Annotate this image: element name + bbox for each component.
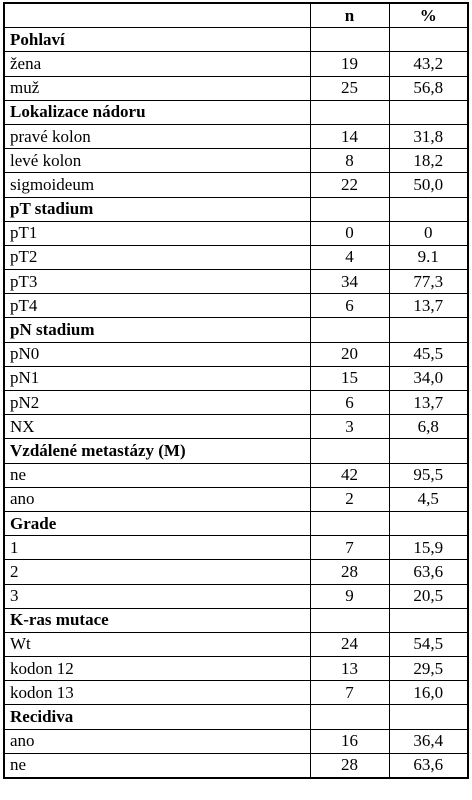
row-percent-value: 50,0 [389,173,468,197]
row-n-value: 25 [310,76,389,100]
table-row [4,270,468,294]
table-row [4,245,468,269]
section-n-cell [310,608,389,632]
table-row [4,584,468,608]
section-percent-cell [389,511,468,535]
row-label: ne [4,753,310,778]
row-percent-value: 13,7 [389,294,468,318]
section-percent-cell [389,197,468,221]
row-percent-value: 56,8 [389,76,468,100]
section-title: Grade [4,511,310,535]
table-row [4,342,468,366]
row-percent-value: 16,0 [389,681,468,705]
row-percent-value: 13,7 [389,391,468,415]
row-label: pN2 [4,391,310,415]
row-percent-value: 34,0 [389,366,468,390]
row-label: pT4 [4,294,310,318]
header-label-cell [4,3,310,28]
table-row [4,173,468,197]
row-n-value: 4 [310,245,389,269]
section-percent-cell [389,28,468,52]
section-n-cell [310,28,389,52]
table-row [4,221,468,245]
row-label: pravé kolon [4,124,310,148]
row-n-value: 24 [310,632,389,656]
row-percent-value: 4,5 [389,487,468,511]
row-n-value: 42 [310,463,389,487]
row-label: Wt [4,632,310,656]
section-row [4,705,468,729]
row-percent-value: 95,5 [389,463,468,487]
section-percent-cell [389,439,468,463]
section-row [4,511,468,535]
row-n-value: 6 [310,391,389,415]
row-label: sigmoideum [4,173,310,197]
statistics-table [3,2,469,779]
row-percent-value: 18,2 [389,149,468,173]
row-label: kodon 13 [4,681,310,705]
table-row [4,149,468,173]
row-label: 2 [4,560,310,584]
row-n-value: 28 [310,753,389,778]
table-body [4,3,468,778]
row-label: žena [4,52,310,76]
header-row [4,3,468,28]
row-n-value: 15 [310,366,389,390]
row-label: pN1 [4,366,310,390]
row-n-value: 14 [310,124,389,148]
row-n-value: 20 [310,342,389,366]
table-row [4,487,468,511]
row-n-value: 3 [310,415,389,439]
row-label: pT3 [4,270,310,294]
section-row [4,197,468,221]
table-row [4,415,468,439]
table-row [4,391,468,415]
table-row [4,536,468,560]
header-n-cell: n [310,3,389,28]
section-title: Vzdálené metastázy (M) [4,439,310,463]
section-percent-cell [389,100,468,124]
section-row [4,28,468,52]
row-n-value: 2 [310,487,389,511]
table-row [4,560,468,584]
section-n-cell [310,511,389,535]
row-percent-value: 43,2 [389,52,468,76]
row-label: NX [4,415,310,439]
section-percent-cell [389,318,468,342]
row-percent-value: 9.1 [389,245,468,269]
row-percent-value: 15,9 [389,536,468,560]
row-n-value: 7 [310,681,389,705]
row-n-value: 16 [310,729,389,753]
table-row [4,729,468,753]
row-label: 1 [4,536,310,560]
row-percent-value: 63,6 [389,560,468,584]
section-row [4,439,468,463]
section-title: Pohlaví [4,28,310,52]
row-n-value: 7 [310,536,389,560]
row-label: pT1 [4,221,310,245]
table-row [4,632,468,656]
row-percent-value: 77,3 [389,270,468,294]
section-n-cell [310,100,389,124]
row-label: ano [4,487,310,511]
header-percent-cell: % [389,3,468,28]
row-n-value: 6 [310,294,389,318]
row-n-value: 34 [310,270,389,294]
table-row [4,681,468,705]
row-percent-value: 29,5 [389,657,468,681]
section-percent-cell [389,608,468,632]
row-n-value: 28 [310,560,389,584]
section-title: K-ras mutace [4,608,310,632]
table-row [4,366,468,390]
row-label: pT2 [4,245,310,269]
section-n-cell [310,439,389,463]
section-row [4,318,468,342]
row-label: muž [4,76,310,100]
row-n-value: 19 [310,52,389,76]
section-n-cell [310,197,389,221]
row-n-value: 13 [310,657,389,681]
row-label: 3 [4,584,310,608]
row-percent-value: 36,4 [389,729,468,753]
row-n-value: 22 [310,173,389,197]
row-label: ano [4,729,310,753]
table-row [4,52,468,76]
section-row [4,608,468,632]
row-percent-value: 54,5 [389,632,468,656]
row-label: levé kolon [4,149,310,173]
section-row [4,100,468,124]
section-title: Lokalizace nádoru [4,100,310,124]
row-label: ne [4,463,310,487]
table-row [4,76,468,100]
row-percent-value: 31,8 [389,124,468,148]
table-row [4,294,468,318]
table-row [4,463,468,487]
row-percent-value: 20,5 [389,584,468,608]
table-row [4,657,468,681]
section-n-cell [310,318,389,342]
row-percent-value: 6,8 [389,415,468,439]
section-n-cell [310,705,389,729]
row-label: pN0 [4,342,310,366]
section-title: Recidiva [4,705,310,729]
row-label: kodon 12 [4,657,310,681]
section-title: pN stadium [4,318,310,342]
row-n-value: 0 [310,221,389,245]
row-n-value: 9 [310,584,389,608]
row-percent-value: 63,6 [389,753,468,778]
section-title: pT stadium [4,197,310,221]
row-percent-value: 45,5 [389,342,468,366]
table-row [4,124,468,148]
section-percent-cell [389,705,468,729]
table-row [4,753,468,778]
row-percent-value: 0 [389,221,468,245]
row-n-value: 8 [310,149,389,173]
